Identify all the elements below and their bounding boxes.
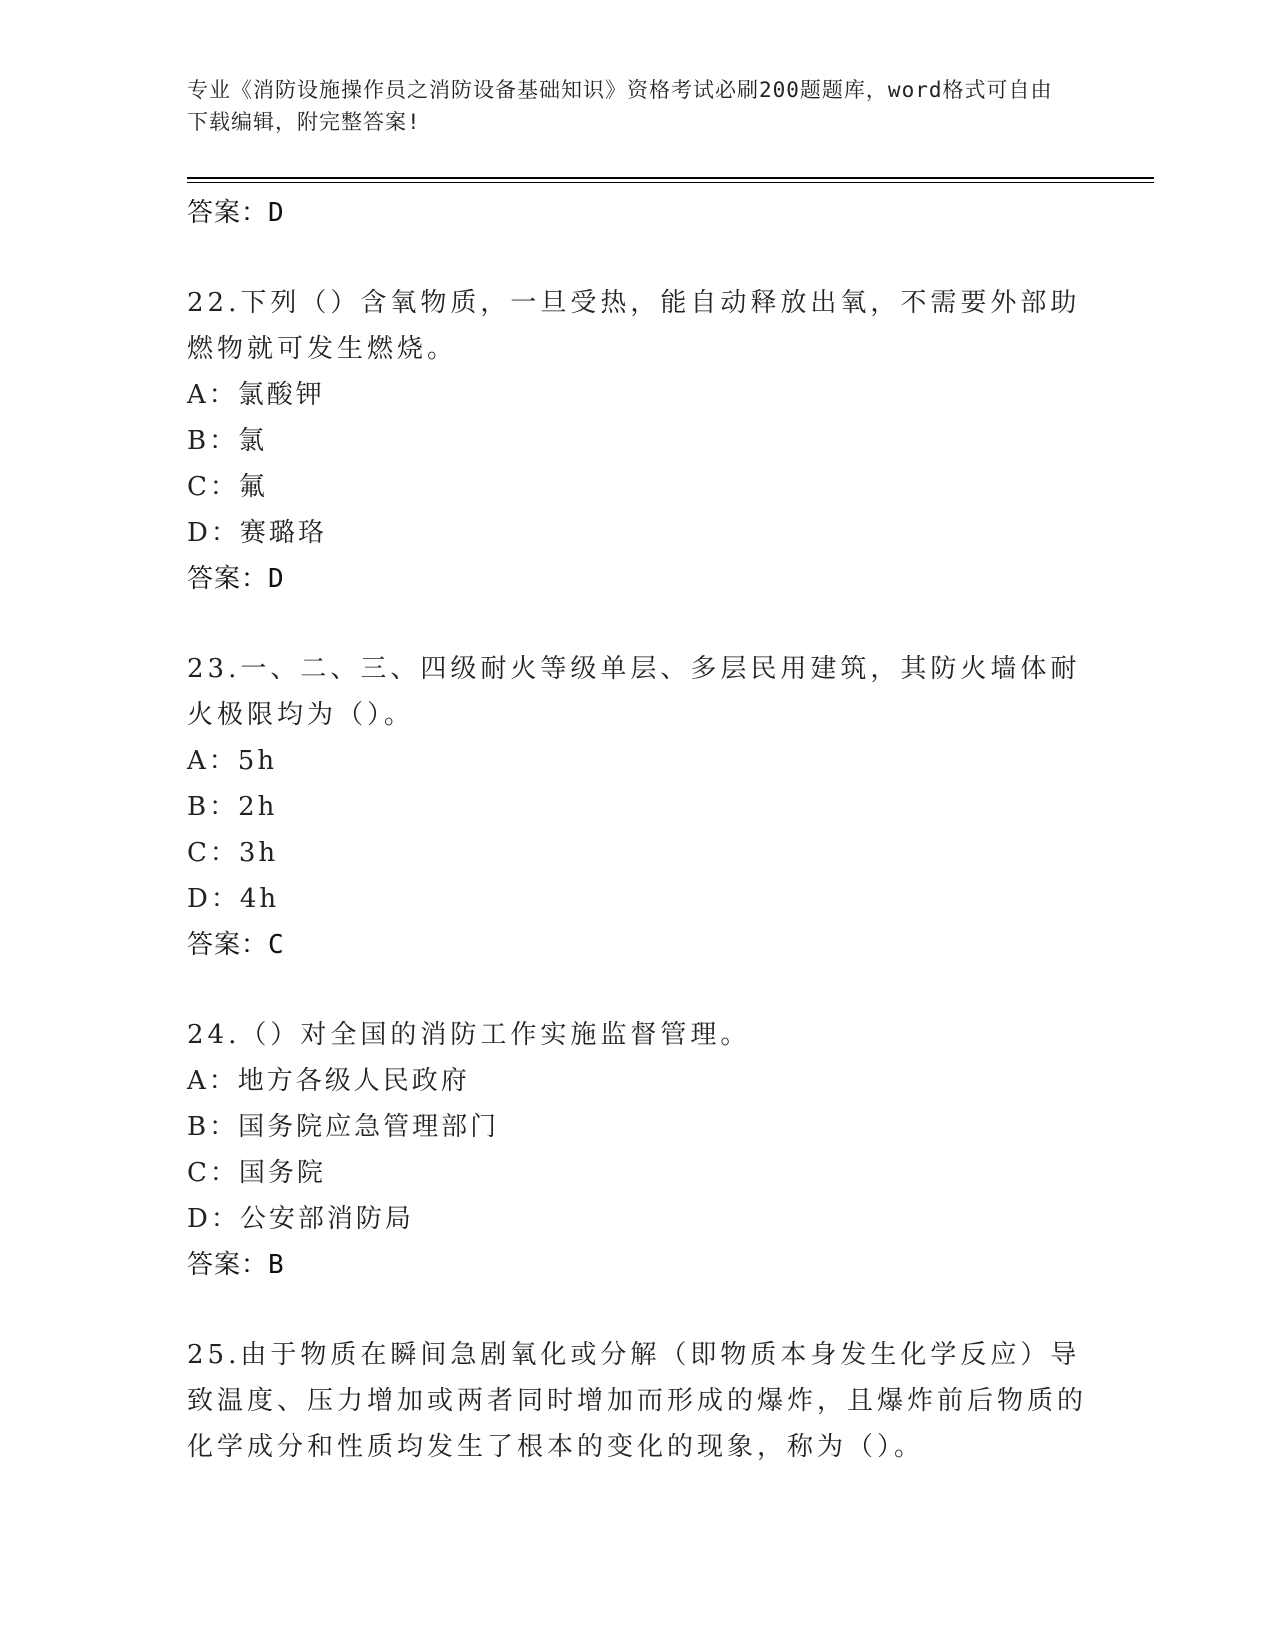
option-d: D：4h	[187, 884, 280, 914]
answer-line: 答案：C	[187, 930, 285, 960]
question-25	[187, 1332, 1087, 1470]
question-22	[187, 280, 1087, 602]
answer-line: 答案：D	[187, 198, 285, 228]
question-stem: 25.由于物质在瞬间急剧氧化或分解（即物质本身发生化学反应）导致温度、压力增加或两者同时增加而形成的爆炸，且爆炸前后物质的化学成分和性质均发生了根本的变化的现象，称为（）。	[187, 1340, 1088, 1462]
option-b: B：氯	[187, 426, 268, 456]
option-c: C：国务院	[187, 1158, 326, 1188]
option-d: D：公安部消防局	[187, 1204, 414, 1234]
option-d: D：赛璐珞	[187, 518, 327, 548]
option-a: A：地方各级人民政府	[187, 1066, 470, 1096]
option-a: A：5h	[187, 746, 278, 776]
answer-line: 答案：D	[187, 564, 285, 594]
option-a: A：氯酸钾	[187, 380, 325, 410]
option-c: C：3h	[187, 838, 279, 868]
option-c: C：氟	[187, 472, 268, 502]
question-stem: 24.（）对全国的消防工作实施监督管理。	[187, 1020, 751, 1050]
header-rule-thick	[187, 177, 1154, 179]
question-stem: 22.下列（）含氧物质，一旦受热，能自动释放出氧，不需要外部助燃物就可发生燃烧。	[187, 288, 1081, 364]
answer-line: 答案：B	[187, 1250, 285, 1280]
option-b: B：2h	[187, 792, 278, 822]
document-header: 专业《消防设施操作员之消防设备基础知识》资格考试必刷200题题库，word格式可自由下载编辑，附完整答案!	[187, 78, 1053, 134]
question-stem: 23.一、二、三、四级耐火等级单层、多层民用建筑，其防火墙体耐火极限均为（）。	[187, 654, 1081, 730]
option-b: B：国务院应急管理部门	[187, 1112, 500, 1142]
question-24	[187, 1012, 1087, 1288]
header-rule-thin	[187, 182, 1154, 183]
question-23	[187, 646, 1087, 968]
question-list	[187, 190, 1087, 1470]
